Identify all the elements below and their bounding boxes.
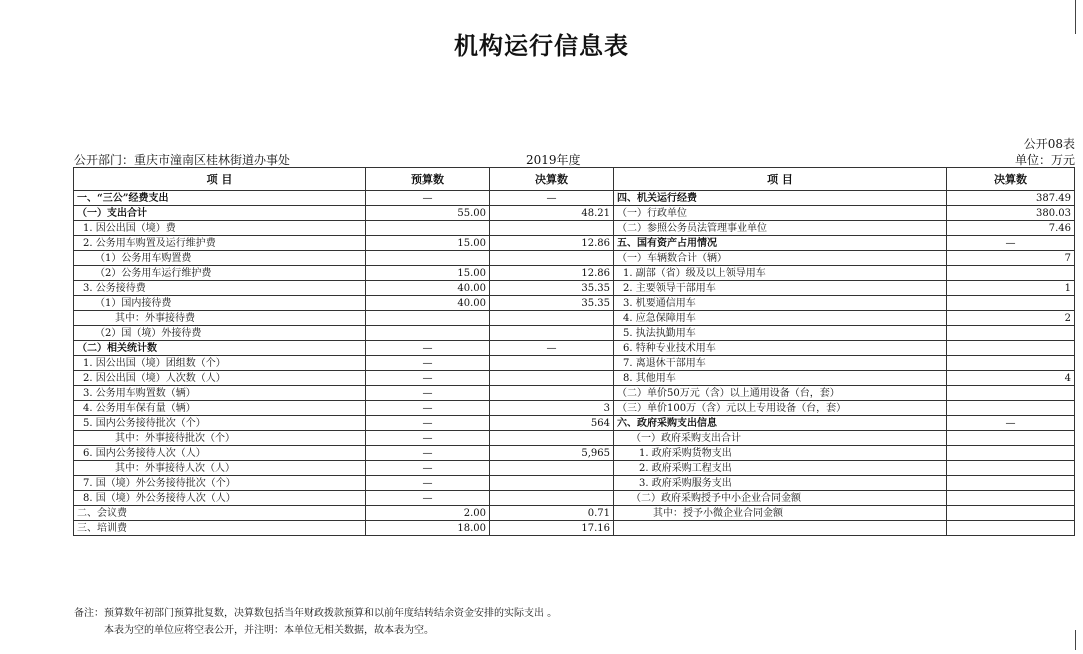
row-final bbox=[490, 461, 614, 476]
row-final-right bbox=[947, 491, 1075, 506]
row-budget: — bbox=[366, 446, 490, 461]
table-row bbox=[74, 491, 1075, 506]
header-final: 决算数 bbox=[490, 168, 614, 191]
row-final bbox=[490, 371, 614, 386]
row-final: 12.86 bbox=[490, 266, 614, 281]
header-budget: 预算数 bbox=[366, 168, 490, 191]
row-final-right: 7 bbox=[947, 251, 1075, 266]
footnote: 本表为空的单位应将空表公开，并注明：本单位无相关数据，故本表为空。 bbox=[104, 625, 434, 636]
row-item-right: 1. 副部（省）级及以上领导用车 bbox=[614, 266, 947, 281]
row-budget: 15.00 bbox=[366, 266, 490, 281]
table-row bbox=[74, 461, 1075, 476]
table-row bbox=[74, 191, 1075, 206]
row-final-right bbox=[947, 386, 1075, 401]
row-item-right: 六、政府采购支出信息 bbox=[614, 416, 947, 431]
row-item-left: 3. 公务接待费 bbox=[74, 281, 366, 296]
table-row bbox=[74, 251, 1075, 266]
row-item-right: 4. 应急保障用车 bbox=[614, 311, 947, 326]
row-final: — bbox=[490, 341, 614, 356]
row-final bbox=[490, 356, 614, 371]
row-final: 35.35 bbox=[490, 296, 614, 311]
row-final: — bbox=[490, 191, 614, 206]
row-budget: — bbox=[366, 191, 490, 206]
row-final-right bbox=[947, 431, 1075, 446]
row-item-right: 其中：授予小微企业合同金额 bbox=[614, 506, 947, 521]
row-final bbox=[490, 221, 614, 236]
row-budget: — bbox=[366, 431, 490, 446]
row-item-right: （三）单价100万（含）元以上专用设备（台，套） bbox=[614, 401, 947, 416]
table-row bbox=[74, 296, 1075, 311]
row-item-right: （二）参照公务员法管理事业单位 bbox=[614, 221, 947, 236]
row-final-right bbox=[947, 521, 1075, 536]
row-item-left: 4. 公务用车保有量（辆） bbox=[74, 401, 366, 416]
row-item-left: 1. 因公出国（境）团组数（个） bbox=[74, 356, 366, 371]
row-item-right: （二）单价50万元（含）以上通用设备（台，套） bbox=[614, 386, 947, 401]
row-final-right: 380.03 bbox=[947, 206, 1075, 221]
row-item-right: 2. 政府采购工程支出 bbox=[614, 461, 947, 476]
row-item-right: 四、机关运行经费 bbox=[614, 191, 947, 206]
row-final-right bbox=[947, 326, 1075, 341]
row-item-left: 3. 公务用车购置数（辆） bbox=[74, 386, 366, 401]
row-final-right bbox=[947, 446, 1075, 461]
row-budget: 40.00 bbox=[366, 281, 490, 296]
page-edge-line bbox=[1075, 630, 1076, 650]
institution-operation-table bbox=[73, 167, 1075, 536]
row-item-right: 2. 主要领导干部用车 bbox=[614, 281, 947, 296]
row-budget: — bbox=[366, 416, 490, 431]
row-item-left: （一）支出合计 bbox=[74, 206, 366, 221]
row-final: 48.21 bbox=[490, 206, 614, 221]
row-item-right bbox=[614, 521, 947, 536]
row-final bbox=[490, 491, 614, 506]
footnote: 备注：预算数年初部门预算批复数，决算数包括当年财政拨款预算和以前年度结转结余资金安排的实际支出 。 bbox=[74, 608, 558, 619]
row-budget: — bbox=[366, 371, 490, 386]
row-final bbox=[490, 476, 614, 491]
row-final-right bbox=[947, 401, 1075, 416]
row-final: 564 bbox=[490, 416, 614, 431]
row-final-right bbox=[947, 461, 1075, 476]
row-budget: 15.00 bbox=[366, 236, 490, 251]
row-item-right: 8. 其他用车 bbox=[614, 371, 947, 386]
row-item-left: （二）相关统计数 bbox=[74, 341, 366, 356]
table-row bbox=[74, 506, 1075, 521]
row-final bbox=[490, 251, 614, 266]
row-budget: — bbox=[366, 341, 490, 356]
row-item-right: （一）政府采购支出合计 bbox=[614, 431, 947, 446]
row-final-right bbox=[947, 296, 1075, 311]
table-row bbox=[74, 311, 1075, 326]
row-budget bbox=[366, 221, 490, 236]
table-row bbox=[74, 431, 1075, 446]
table-row bbox=[74, 221, 1075, 236]
row-final-right bbox=[947, 506, 1075, 521]
row-budget: 18.00 bbox=[366, 521, 490, 536]
row-final-right: 4 bbox=[947, 371, 1075, 386]
row-final bbox=[490, 311, 614, 326]
row-final-right: — bbox=[947, 416, 1075, 431]
table-row bbox=[74, 281, 1075, 296]
row-item-left: 8. 国（境）外公务接待人次（人） bbox=[74, 491, 366, 506]
row-final-right: 1 bbox=[947, 281, 1075, 296]
row-final-right bbox=[947, 476, 1075, 491]
row-budget: — bbox=[366, 356, 490, 371]
table-row bbox=[74, 356, 1075, 371]
table-row bbox=[74, 341, 1075, 356]
row-item-left: 三、培训费 bbox=[74, 521, 366, 536]
row-final: 0.71 bbox=[490, 506, 614, 521]
table-row bbox=[74, 386, 1075, 401]
row-budget bbox=[366, 326, 490, 341]
table-header-row bbox=[74, 168, 1075, 191]
page-title: 机构运行信息表 bbox=[454, 32, 629, 60]
row-item-left: 二、会议费 bbox=[74, 506, 366, 521]
row-item-left: 其中：外事接待费 bbox=[74, 311, 366, 326]
header-item: 项 目 bbox=[74, 168, 366, 191]
row-final-right bbox=[947, 356, 1075, 371]
table-row bbox=[74, 236, 1075, 251]
row-item-right: 5. 执法执勤用车 bbox=[614, 326, 947, 341]
row-item-left: （2）公务用车运行维护费 bbox=[74, 266, 366, 281]
row-item-left: （1）公务用车购置费 bbox=[74, 251, 366, 266]
row-budget: — bbox=[366, 461, 490, 476]
row-item-left: 7. 国（境）外公务接待批次（个） bbox=[74, 476, 366, 491]
row-item-right: （一）行政单位 bbox=[614, 206, 947, 221]
row-final-right: 2 bbox=[947, 311, 1075, 326]
row-item-right: 6. 特种专业技术用车 bbox=[614, 341, 947, 356]
row-item-left: 2. 公务用车购置及运行维护费 bbox=[74, 236, 366, 251]
table-row bbox=[74, 521, 1075, 536]
row-final-right: — bbox=[947, 236, 1075, 251]
row-budget: — bbox=[366, 491, 490, 506]
row-item-right: （二）政府采购授予中小企业合同金额 bbox=[614, 491, 947, 506]
row-budget: 55.00 bbox=[366, 206, 490, 221]
row-final bbox=[490, 431, 614, 446]
row-item-right: 3. 机要通信用车 bbox=[614, 296, 947, 311]
row-item-left: 1. 因公出国（境）费 bbox=[74, 221, 366, 236]
row-final-right bbox=[947, 266, 1075, 281]
row-item-right: 7. 离退休干部用车 bbox=[614, 356, 947, 371]
row-item-left: （2）国（境）外接待费 bbox=[74, 326, 366, 341]
table-row bbox=[74, 371, 1075, 386]
form-code: 公开08表 bbox=[1023, 137, 1075, 151]
row-item-right: 3. 政府采购服务支出 bbox=[614, 476, 947, 491]
table-row bbox=[74, 266, 1075, 281]
row-budget bbox=[366, 311, 490, 326]
row-budget: — bbox=[366, 386, 490, 401]
row-final-right bbox=[947, 341, 1075, 356]
row-final-right: 387.49 bbox=[947, 191, 1075, 206]
row-item-right: 五、国有资产占用情况 bbox=[614, 236, 947, 251]
row-item-left: 其中：外事接待人次（人） bbox=[74, 461, 366, 476]
row-final: 3 bbox=[490, 401, 614, 416]
row-budget: 40.00 bbox=[366, 296, 490, 311]
row-final: 17.16 bbox=[490, 521, 614, 536]
department-label: 公开部门：重庆市潼南区桂林街道办事处 bbox=[74, 153, 291, 167]
row-final: 12.86 bbox=[490, 236, 614, 251]
row-item-right: 1. 政府采购货物支出 bbox=[614, 446, 947, 461]
table-row bbox=[74, 206, 1075, 221]
row-budget bbox=[366, 251, 490, 266]
row-item-left: 6. 国内公务接待人次（人） bbox=[74, 446, 366, 461]
row-final bbox=[490, 326, 614, 341]
row-budget: 2.00 bbox=[366, 506, 490, 521]
row-item-right: （一）车辆数合计（辆） bbox=[614, 251, 947, 266]
row-item-left: 5. 国内公务接待批次（个） bbox=[74, 416, 366, 431]
header-item-right: 项 目 bbox=[614, 168, 947, 191]
row-item-left: （1）国内接待费 bbox=[74, 296, 366, 311]
row-final-right: 7.46 bbox=[947, 221, 1075, 236]
row-final bbox=[490, 386, 614, 401]
row-budget: — bbox=[366, 476, 490, 491]
unit-label: 单位：万元 bbox=[1014, 153, 1075, 167]
row-budget: — bbox=[366, 401, 490, 416]
row-item-left: 一、“三公”经费支出 bbox=[74, 191, 366, 206]
table-row bbox=[74, 326, 1075, 341]
row-item-left: 2. 因公出国（境）人次数（人） bbox=[74, 371, 366, 386]
header-final-right: 决算数 bbox=[947, 168, 1075, 191]
row-final: 5,965 bbox=[490, 446, 614, 461]
row-item-left: 其中：外事接待批次（个） bbox=[74, 431, 366, 446]
table-row bbox=[74, 446, 1075, 461]
table-row bbox=[74, 401, 1075, 416]
row-final: 35.35 bbox=[490, 281, 614, 296]
fiscal-year: 2019年度 bbox=[526, 153, 581, 167]
table-row bbox=[74, 476, 1075, 491]
table-row bbox=[74, 416, 1075, 431]
